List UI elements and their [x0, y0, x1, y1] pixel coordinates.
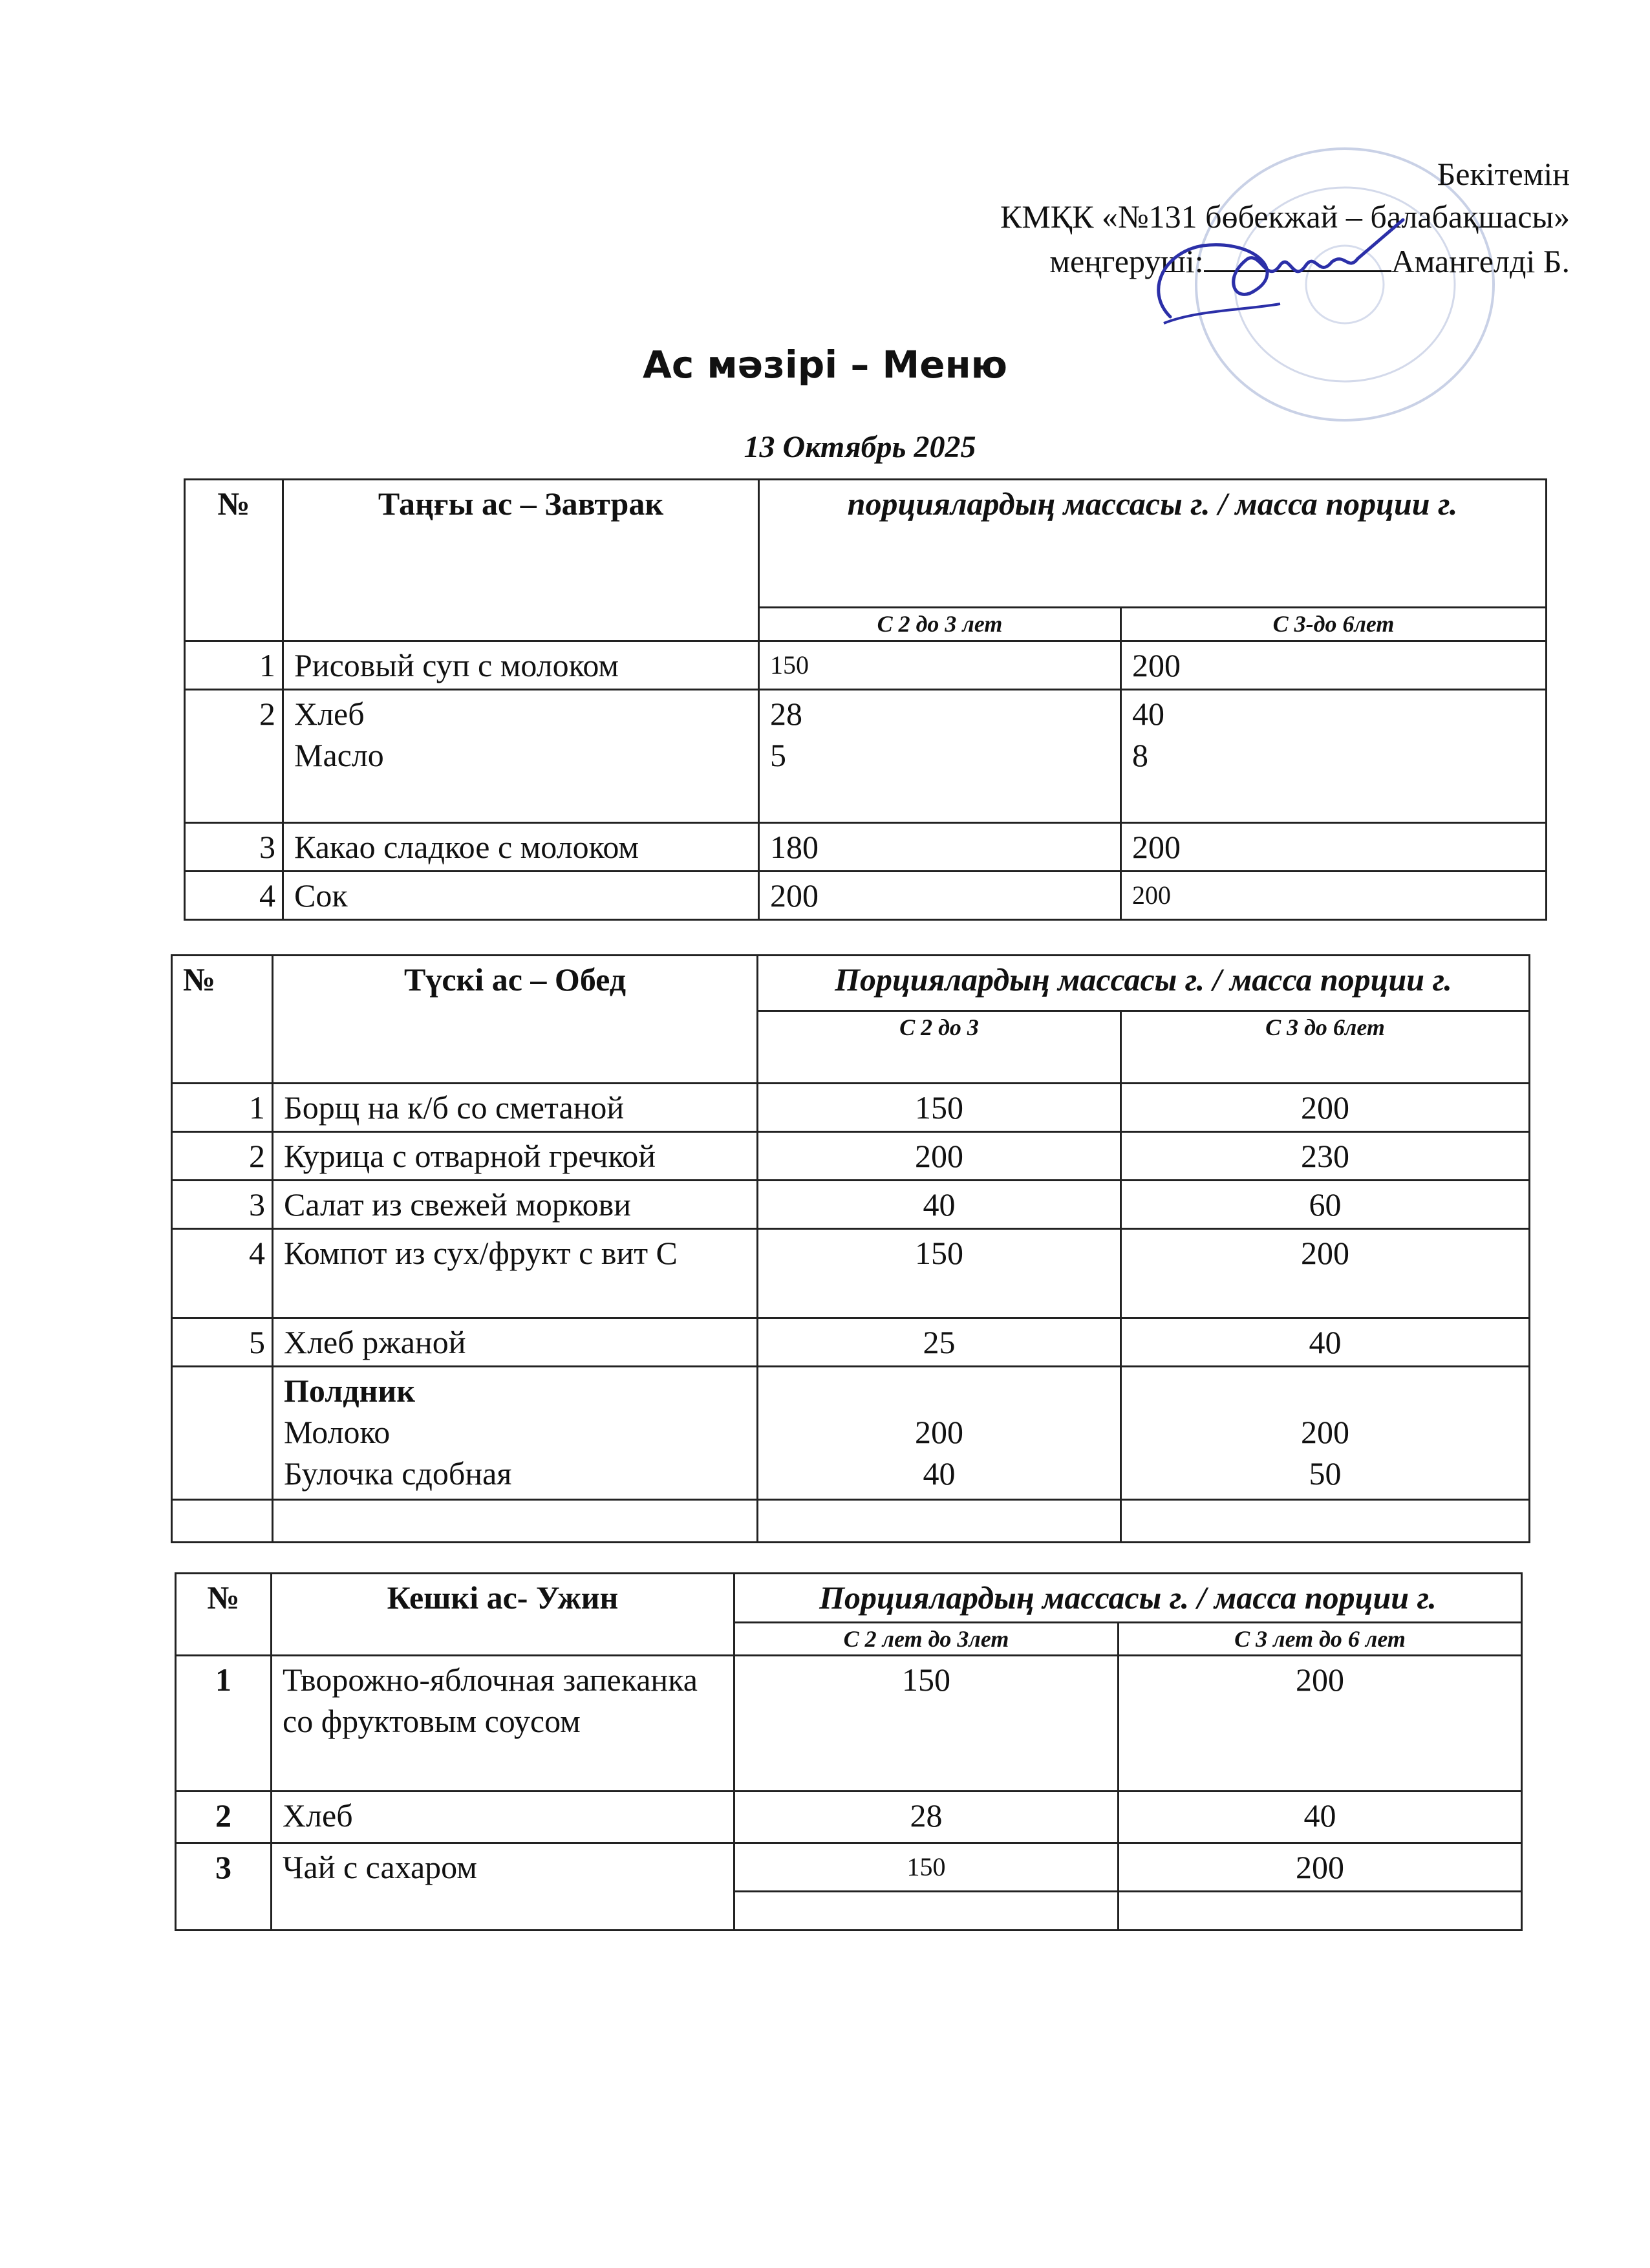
lunch-subheader-a: С 2 до 3	[758, 1011, 1121, 1084]
row-number: 2	[176, 1792, 272, 1843]
table-row	[185, 641, 1547, 690]
lunch-header-no: №	[172, 956, 273, 1084]
lunch-header-mass: Порциялардың массасы г. / масса порции г.	[758, 956, 1530, 1011]
dish-item: Булочка сдобная	[284, 1455, 512, 1492]
lunch-subheader-b: С 3 до 6лет	[1121, 1011, 1530, 1084]
portion-b: 60	[1121, 1181, 1530, 1229]
dish-name: Сок	[283, 872, 759, 920]
portion-b: 40	[1121, 1318, 1530, 1367]
portion-value: 200	[1301, 1414, 1349, 1450]
portion-a: 40	[758, 1181, 1121, 1229]
dish-name	[273, 1367, 758, 1500]
row-number: 1	[176, 1656, 272, 1792]
dinner-header-no: №	[176, 1574, 272, 1656]
dish-name: Хлеб ржаной	[273, 1318, 758, 1367]
approval-line-1: Бекітемін	[1437, 156, 1570, 192]
portion-value: 8	[1132, 737, 1148, 773]
portion-b: 200	[1121, 1084, 1530, 1132]
portion-b: 200	[1119, 1843, 1522, 1892]
dish-item: Хлеб	[294, 696, 365, 732]
breakfast-header-meal: Таңғы ас – Завтрак	[283, 480, 759, 641]
table-row	[185, 872, 1547, 920]
lunch-table	[171, 954, 1530, 1543]
handwritten-signature	[1125, 213, 1409, 343]
portion-a: 180	[759, 823, 1121, 872]
portion-a	[759, 690, 1121, 823]
portion-b	[1121, 690, 1547, 823]
portion-b: 200	[1121, 1229, 1530, 1318]
portion-b: 200	[1119, 1656, 1522, 1792]
row-number: 2	[185, 690, 283, 823]
portion-a: 200	[758, 1132, 1121, 1181]
dinner-header-mass: Порциялардың массасы г. / масса порции г.	[734, 1574, 1522, 1623]
dish-item: Масло	[294, 737, 384, 773]
row-number: 3	[176, 1843, 272, 1931]
breakfast-header-mass: порциялардың массасы г. / масса порции г.	[759, 480, 1547, 608]
portion-a: 28	[734, 1792, 1119, 1843]
portion-b: 200	[1121, 872, 1547, 920]
portion-a	[758, 1367, 1121, 1500]
page-title: Ас мәзірі – Меню	[642, 343, 1008, 387]
portion-a: 150	[758, 1084, 1121, 1132]
table-row	[176, 1843, 1522, 1892]
table-row	[176, 1792, 1522, 1843]
row-number: 3	[185, 823, 283, 872]
portion-value: 200	[915, 1414, 963, 1450]
table-row	[172, 1318, 1530, 1367]
snack-row	[172, 1367, 1530, 1500]
approval-position: меңгеруші:	[1049, 243, 1204, 279]
portion-value: 40	[923, 1455, 956, 1492]
menu-date: 13 Октябрь 2025	[744, 430, 976, 464]
breakfast-header-no: №	[185, 480, 283, 641]
portion-value: 50	[1309, 1455, 1342, 1492]
row-number: 1	[185, 641, 283, 690]
dish-name: Хлеб	[272, 1792, 734, 1843]
dish-name: Салат из свежей моркови	[273, 1181, 758, 1229]
dish-name: Чай с сахаром	[272, 1843, 734, 1931]
breakfast-table	[184, 478, 1547, 921]
dinner-subheader-a: С 2 лет до 3лет	[734, 1623, 1119, 1656]
portion-b: 200	[1121, 823, 1547, 872]
lunch-header-meal: Түскі ас – Обед	[273, 956, 758, 1084]
portion-b: 230	[1121, 1132, 1530, 1181]
dinner-header-meal: Кешкі ас- Ужин	[272, 1574, 734, 1656]
portion-a: 150	[759, 641, 1121, 690]
snack-title: Полдник	[284, 1373, 416, 1409]
dish-item: Молоко	[284, 1414, 391, 1450]
approval-line-2: КМҚК «№131 бөбекжай – балабақшасы»	[1000, 198, 1570, 235]
row-number: 4	[172, 1229, 273, 1318]
portion-a: 200	[759, 872, 1121, 920]
portion-a: 150	[734, 1656, 1119, 1792]
table-row	[176, 1656, 1522, 1792]
portion-value: 40	[1132, 696, 1164, 732]
portion-value: 5	[770, 737, 786, 773]
row-number: 4	[185, 872, 283, 920]
table-row	[172, 1229, 1530, 1318]
row-number: 2	[172, 1132, 273, 1181]
table-row	[172, 1132, 1530, 1181]
breakfast-subheader-a: С 2 до 3 лет	[759, 608, 1121, 641]
table-row	[172, 1500, 1530, 1543]
dish-name: Курица с отварной гречкой	[273, 1132, 758, 1181]
table-row	[185, 690, 1547, 823]
table-row	[185, 823, 1547, 872]
row-number: 3	[172, 1181, 273, 1229]
portion-b	[1121, 1367, 1530, 1500]
dinner-table	[175, 1572, 1523, 1931]
row-number: 1	[172, 1084, 273, 1132]
approval-name: Амангелді Б.	[1391, 243, 1570, 279]
dish-name: Рисовый суп с молоком	[283, 641, 759, 690]
dish-name: Борщ на к/б со сметаной	[273, 1084, 758, 1132]
portion-a: 25	[758, 1318, 1121, 1367]
portion-b: 40	[1119, 1792, 1522, 1843]
dish-name	[283, 690, 759, 823]
row-number	[172, 1367, 273, 1500]
portion-value: 28	[770, 696, 802, 732]
portion-a: 150	[758, 1229, 1121, 1318]
portion-b: 200	[1121, 641, 1547, 690]
portion-a: 150	[734, 1843, 1119, 1892]
dinner-subheader-b: С 3 лет до 6 лет	[1119, 1623, 1522, 1656]
dish-name: Какао сладкое с молоком	[283, 823, 759, 872]
dish-name: Компот из сух/фрукт с вит С	[273, 1229, 758, 1318]
row-number: 5	[172, 1318, 273, 1367]
dish-name: Творожно-яблочная запеканка со фруктовым соусом	[272, 1656, 734, 1792]
breakfast-subheader-b: С 3-до 6лет	[1121, 608, 1547, 641]
table-row	[172, 1084, 1530, 1132]
table-row	[172, 1181, 1530, 1229]
